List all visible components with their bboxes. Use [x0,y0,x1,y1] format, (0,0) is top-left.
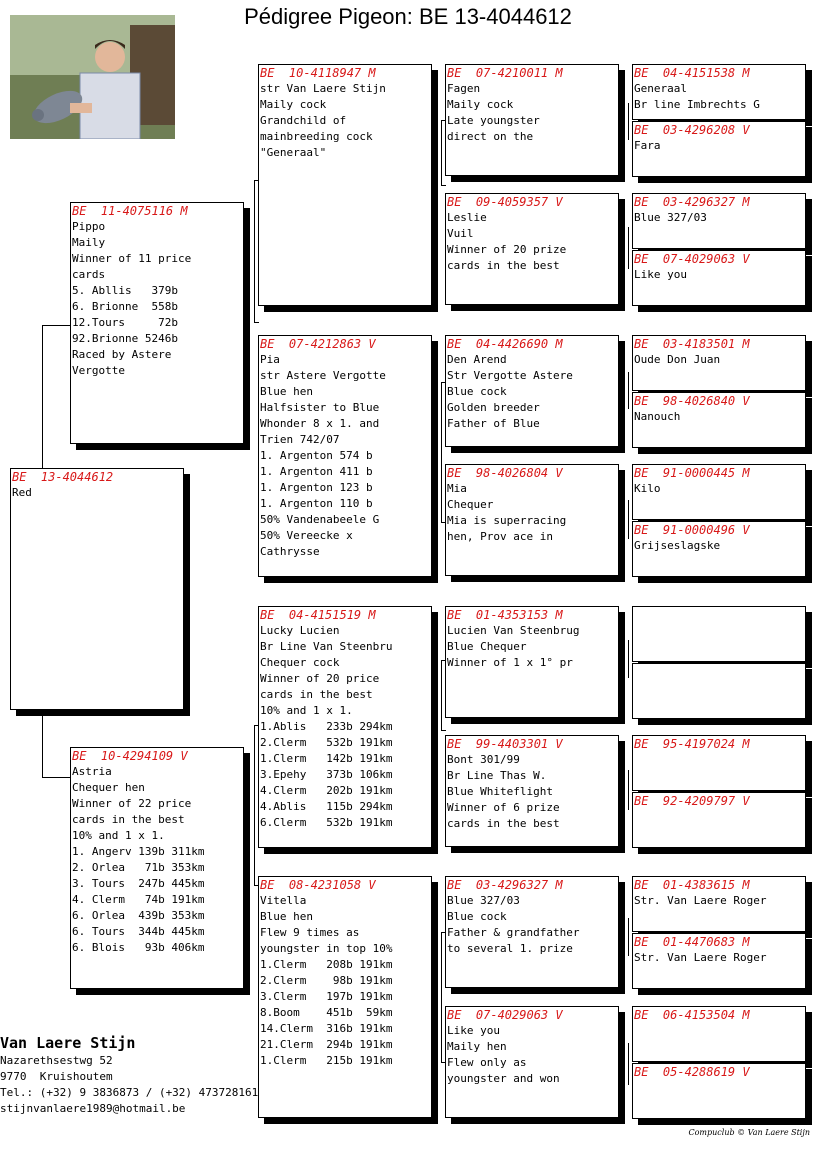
detail-line: 10% and 1 x 1. [72,829,165,842]
ring-number: BE 99-4403301 V [447,737,563,751]
owner-info [0,1033,258,1117]
detail-line: cards in the best [72,813,185,826]
ring-number: BE 01-4470683 M [634,935,750,949]
detail-line: Maily [72,236,106,249]
ring-number: BE 03-4296208 V [634,123,750,137]
granddam-sire-side-box [258,335,432,577]
great-grandparent-box [445,606,619,718]
detail-line: Raced by Astere [72,348,172,361]
great-grandparent-box [445,464,619,576]
detail-line: Nanouch [634,410,681,423]
detail-line: Mia is superracing [447,514,567,527]
great-great-grandparent-box [632,663,806,719]
grandsire-sire-side-box [258,64,432,306]
box-details [260,623,430,831]
ring-number: BE 07-4029063 V [447,1008,563,1022]
detail-line: Str. Van Laere Roger [634,894,767,907]
detail-line: 1. Argenton 110 b [260,497,373,510]
detail-line: Br Line Thas W. [447,769,547,782]
great-great-grandparent-box [632,933,806,989]
detail-line: Winner of 11 price [72,252,192,265]
ring-number: BE 95-4197024 M [634,737,750,751]
box-details [634,893,804,909]
detail-line: Chequer hen [72,781,145,794]
detail-line: Vergotte [72,364,125,377]
detail-line: 2.Clerm 532b 191km [260,736,393,749]
great-grandparent-box [445,1006,619,1118]
granddam-dam-side-box [258,876,432,1118]
detail-line: 4.Clerm 202b 191km [260,784,393,797]
detail-line: Str Vergotte Astere [447,369,573,382]
great-great-grandparent-box [632,193,806,249]
detail-line: 1. Angerv 139b 311km [72,845,205,858]
detail-line: 6. Blois 93b 406km [72,941,205,954]
ring-number: BE 98-4026804 V [447,466,563,480]
owner-city: 9770 Kruishoutem [0,1070,113,1083]
box-details [634,538,804,554]
great-great-grandparent-box [632,392,806,448]
detail-line: Blue Chequer [447,640,527,653]
detail-line: 50% Vereecke x [260,529,353,542]
ring-number: BE 08-4231058 V [260,878,376,892]
ring-number: BE 03-4183501 M [634,337,750,351]
detail-line: Leslie [447,211,487,224]
detail-line: 12.Tours 72b [72,316,178,329]
detail-line: Grandchild of [260,114,347,127]
box-details [634,409,804,425]
great-great-grandparent-box [632,335,806,391]
dam-box [70,747,244,989]
detail-line: 10% and 1 x 1. [260,704,353,717]
detail-line: Str. Van Laere Roger [634,951,767,964]
detail-line: hen, Prov ace in [447,530,553,543]
owner-name: Van Laere Stijn [0,1034,136,1052]
great-great-grandparent-box [632,121,806,177]
detail-line: 1.Clerm 215b 191km [260,1054,393,1067]
detail-line: Kilo [634,482,661,495]
detail-line: Father of Blue [447,417,540,430]
detail-line: Winner of 1 x 1° pr [447,656,573,669]
detail-line: Maily cock [260,98,327,111]
detail-line: Like you [447,1024,500,1037]
great-grandparent-box [445,876,619,988]
detail-line: Lucky Lucien [260,624,340,637]
ring-number: BE 06-4153504 M [634,1008,750,1022]
detail-line: Flew 9 times as [260,926,360,939]
detail-line: Blue hen [260,385,313,398]
detail-line: Cathrysse [260,545,320,558]
detail-line: Br Line Van Steenbru [260,640,393,653]
detail-line: 4. Clerm 74b 191km [72,893,205,906]
detail-line: Fara [634,139,661,152]
box-details [634,481,804,497]
box-details [634,138,804,154]
box-details [72,764,242,956]
detail-line: Oude Don Juan [634,353,721,366]
ring-number: BE 98-4026840 V [634,394,750,408]
ring-number: BE 04-4426690 M [447,337,563,351]
box-details [260,81,430,161]
great-great-grandparent-box [632,64,806,120]
detail-line: Like you [634,268,687,281]
detail-line: Red [12,486,32,499]
detail-line: cards in the best [447,259,560,272]
ring-number: BE 04-4151519 M [260,608,376,622]
ring-number: BE 09-4059357 V [447,195,563,209]
box-details [447,81,617,145]
ring-number: BE 01-4383615 M [634,878,750,892]
detail-line: str Astere Vergotte [260,369,386,382]
detail-line: Bont 301/99 [447,753,520,766]
detail-line: Vitella [260,894,307,907]
detail-line: Den Arend [447,353,507,366]
detail-line: Maily hen [447,1040,507,1053]
detail-line: 2.Clerm 98b 191km [260,974,393,987]
detail-line: 1. Argenton 574 b [260,449,373,462]
detail-line: cards in the best [447,817,560,830]
great-grandparent-box [445,335,619,447]
detail-line: Winner of 20 prize [447,243,567,256]
detail-line: Winner of 6 prize [447,801,560,814]
detail-line: Blue 327/03 [634,211,707,224]
great-great-grandparent-box [632,735,806,791]
ring-number: BE 03-4296327 M [447,878,563,892]
detail-line: 8.Boom 451b 59km [260,1006,393,1019]
box-details [12,485,182,501]
detail-line: 3.Clerm 197b 191km [260,990,393,1003]
detail-line: Blue 327/03 [447,894,520,907]
box-details [447,623,617,671]
detail-line: Mia [447,482,467,495]
detail-line: Blue Whiteflight [447,785,553,798]
detail-line: youngster in top 10% [260,942,393,955]
great-great-grandparent-box [632,1006,806,1062]
ring-number: BE 04-4151538 M [634,66,750,80]
grandsire-dam-side-box [258,606,432,848]
box-details [260,893,430,1069]
detail-line: Chequer cock [260,656,340,669]
great-grandparent-box [445,735,619,847]
ring-number: BE 01-4353153 M [447,608,563,622]
owner-address: Nazarethsestwg 52 [0,1054,113,1067]
detail-line: Whonder 8 x 1. and [260,417,380,430]
detail-line: cards in the best [260,688,373,701]
detail-line: Blue cock [447,910,507,923]
ring-number: BE 92-4209797 V [634,794,750,808]
great-great-grandparent-box [632,792,806,848]
detail-line: 50% Vandenabeele G [260,513,380,526]
ring-number: BE 07-4210011 M [447,66,563,80]
ring-number: BE 07-4029063 V [634,252,750,266]
detail-line: 1. Argenton 123 b [260,481,373,494]
box-details [447,210,617,274]
great-great-grandparent-box [632,250,806,306]
detail-line: 21.Clerm 294b 191km [260,1038,393,1051]
detail-line: Generaal [634,82,687,95]
detail-line: 1.Clerm 208b 191km [260,958,393,971]
detail-line: Flew only as [447,1056,527,1069]
box-details [634,352,804,368]
detail-line: 3. Tours 247b 445km [72,877,205,890]
detail-line: youngster and won [447,1072,560,1085]
box-details [634,210,804,226]
detail-line: Astria [72,765,112,778]
great-great-grandparent-box [632,1063,806,1119]
subject-pigeon-box [10,468,184,710]
great-great-grandparent-box [632,464,806,520]
sire-box [70,202,244,444]
ring-number: BE 10-4118947 M [260,66,376,80]
detail-line: Maily cock [447,98,514,111]
ring-number: BE 13-4044612 [12,470,114,484]
detail-line: 4.Ablis 115b 294km [260,800,393,813]
page-title: Pédigree Pigeon: BE 13-4044612 [244,4,572,29]
detail-line: Pia [260,353,280,366]
detail-line: Blue cock [447,385,507,398]
detail-line: 1.Clerm 142b 191km [260,752,393,765]
footer-credit: Compuclub © Van Laere Stijn [688,1128,810,1137]
box-details [634,950,804,966]
great-great-grandparent-box [632,876,806,932]
detail-line: 6. Tours 344b 445km [72,925,205,938]
detail-line: 14.Clerm 316b 191km [260,1022,393,1035]
detail-line: 6.Clerm 532b 191km [260,816,393,829]
detail-line: direct on the [447,130,534,143]
box-details [447,481,617,545]
ring-number: BE 91-0000445 M [634,466,750,480]
detail-line: Winner of 20 price [260,672,380,685]
box-details [447,752,617,832]
box-details [634,81,804,113]
detail-line: cards [72,268,106,281]
owner-email[interactable]: stijnvanlaere1989@hotmail.be [0,1102,186,1115]
detail-line: 5. Abllis 379b [72,284,178,297]
detail-line: Golden breeder [447,401,540,414]
detail-line: Halfsister to Blue [260,401,380,414]
detail-line: Grijseslagske [634,539,721,552]
great-grandparent-box [445,64,619,176]
detail-line: 6. Orlea 439b 353km [72,909,205,922]
detail-line: 92.Brionne 5246b [72,332,178,345]
ring-number: BE 03-4296327 M [634,195,750,209]
detail-line: Winner of 22 price [72,797,192,810]
detail-line: Late youngster [447,114,540,127]
owner-phone: Tel.: (+32) 9 3836873 / (+32) 473728161 [0,1086,259,1099]
owner-photo [10,15,175,139]
detail-line: 3.Epehy 373b 106km [260,768,393,781]
box-details [72,219,242,379]
ring-number: BE 11-4075116 M [72,204,188,218]
great-great-grandparent-box [632,606,806,662]
detail-line: 1. Argenton 411 b [260,465,373,478]
detail-line: Trien 742/07 [260,433,340,446]
detail-line: Pippo [72,220,106,233]
box-details [447,352,617,432]
great-grandparent-box [445,193,619,305]
ring-number: BE 10-4294109 V [72,749,188,763]
ring-number: BE 07-4212863 V [260,337,376,351]
box-details [447,1023,617,1087]
detail-line: mainbreeding cock [260,130,373,143]
detail-line: Vuil [447,227,474,240]
ring-number: BE 05-4288619 V [634,1065,750,1079]
detail-line: str Van Laere Stijn [260,82,386,95]
detail-line: Fagen [447,82,481,95]
detail-line: Lucien Van Steenbrug [447,624,580,637]
person-with-pigeon-image [10,15,175,139]
detail-line: "Generaal" [260,146,327,159]
box-details [260,352,430,560]
detail-line: Blue hen [260,910,313,923]
box-details [447,893,617,957]
detail-line: 2. Orlea 71b 353km [72,861,205,874]
ring-number: BE 91-0000496 V [634,523,750,537]
great-great-grandparent-box [632,521,806,577]
detail-line: to several 1. prize [447,942,573,955]
detail-line: Father & grandfather [447,926,580,939]
detail-line: 6. Brionne 558b [72,300,178,313]
detail-line: Chequer [447,498,494,511]
detail-line: Br line Imbrechts G [634,98,760,111]
box-details [634,267,804,283]
detail-line: 1.Ablis 233b 294km [260,720,393,733]
